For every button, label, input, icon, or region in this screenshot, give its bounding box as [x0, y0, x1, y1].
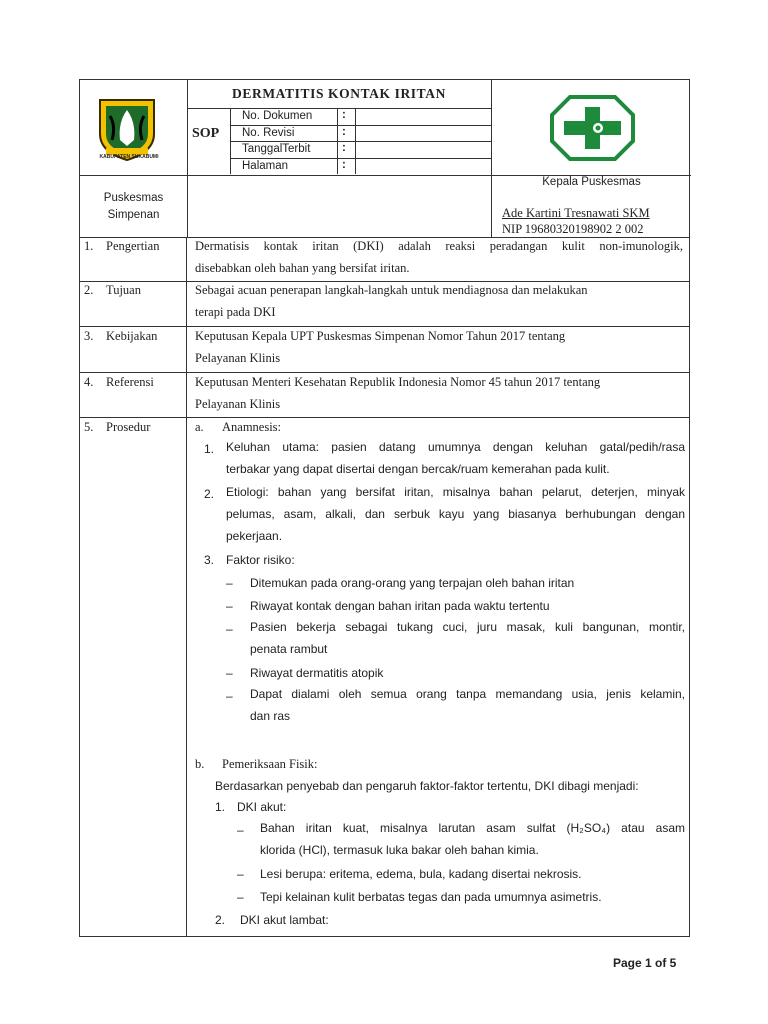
dash-bullet: –	[226, 576, 233, 590]
text-line: Bahan iritan kuat, misalnya larutan asam sulfat (H₂SO₄) atau asam	[260, 821, 685, 835]
section-title: Kebijakan	[106, 329, 158, 343]
text-line: terapi pada DKI	[195, 305, 276, 319]
kepala-title: Kepala Puskesmas	[542, 176, 641, 188]
field-colon: :	[342, 159, 346, 171]
text-line: Pelayanan Klinis	[195, 397, 281, 411]
dash-bullet: –	[237, 890, 244, 904]
section-label-tujuan	[84, 283, 141, 298]
text-line: dan ras	[250, 709, 291, 723]
field-label: TanggalTerbit	[242, 143, 311, 155]
text-line: Keputusan Menteri Kesehatan Republik Indonesia Nomor 45 tahun 2017 tentang	[195, 375, 601, 389]
list-item-dki-akut-lambat: DKI akut lambat:	[240, 913, 329, 927]
doc-title: DERMATITIS KONTAK IRITAN	[232, 86, 446, 101]
risk-item	[250, 683, 685, 727]
text-line: Dapat dialami oleh semua orang tanpa memandang usia, jenis kelamin,	[250, 687, 685, 701]
list-item-keluhan	[226, 436, 685, 480]
logo-text: KABUPATEN SUKABUMI	[99, 154, 159, 160]
text-line: terbakar yang dapat disertai dengan bercak/ruam kemerahan pada kulit.	[226, 462, 610, 476]
section-text-kebijakan	[195, 325, 685, 369]
text-line: Keluhan utama: pasien datang umumnya dengan keluhan gatal/pedih/rasa	[226, 440, 685, 454]
field-label: No. Dokumen	[242, 110, 313, 122]
text-line: Etiologi: bahan yang bersifat iritan, misalnya bahan pelarut, deterjen, minyak	[226, 485, 685, 499]
field-colon: :	[342, 109, 346, 121]
list-number: 1.	[204, 442, 215, 456]
dki-akut-item	[260, 817, 685, 861]
subsection-a-title: Anamnesis:	[222, 420, 282, 434]
dki-akut-item: Lesi berupa: eritema, edema, bula, kadang disertai nekrosis.	[260, 867, 582, 881]
puskesmas-logo	[550, 95, 635, 161]
subsection-b-marker: b.	[195, 757, 205, 771]
text-line: disebabkan oleh bahan yang bersifat iritan.	[195, 261, 410, 275]
dash-bullet: –	[237, 867, 244, 881]
list-number: 2.	[204, 487, 215, 501]
text-line: Dermatisis kontak iritan (DKI) adalah reaksi peradangan kulit non-imunologik,	[195, 239, 683, 253]
subsection-b-title: Pemeriksaan Fisik:	[222, 757, 318, 771]
section-title: Tujuan	[106, 283, 141, 297]
list-number: 3.	[204, 553, 215, 567]
section-text-pengertian	[195, 235, 683, 279]
section-title: Referensi	[106, 375, 154, 389]
kepala-nip: NIP 19680320198902 2 002	[502, 222, 644, 236]
section-number: 3.	[84, 329, 94, 343]
list-item-faktor-risiko: Faktor risiko:	[226, 553, 295, 567]
section-number: 1.	[84, 239, 94, 253]
dash-bullet: –	[237, 823, 244, 837]
doc-field-row	[238, 142, 490, 158]
text-line: penata rambut	[250, 642, 328, 656]
list-item-dki-akut: DKI akut:	[237, 800, 287, 814]
sop-label: SOP	[192, 126, 220, 141]
section-number: 2.	[84, 283, 94, 297]
page-number: Page 1 of 5	[613, 956, 677, 970]
puskesmas-line-1: Puskesmas	[103, 192, 164, 204]
risk-item: Ditemukan pada orang-orang yang terpajan oleh bahan iritan	[250, 576, 575, 590]
kabupaten-logo	[94, 96, 172, 176]
text-line: Pelayanan Klinis	[195, 351, 281, 365]
risk-item: Riwayat dermatitis atopik	[250, 666, 384, 680]
text-line: pekerjaan.	[226, 529, 283, 543]
section-label-pengertian	[84, 239, 159, 254]
content-table	[79, 237, 690, 937]
doc-field-row	[238, 126, 490, 142]
subsection-b-intro: Berdasarkan penyebab dan pengaruh faktor-faktor tertentu, DKI dibagi menjadi:	[215, 779, 639, 793]
section-label-referensi	[84, 375, 154, 390]
section-title: Pengertian	[106, 239, 160, 253]
section-label-prosedur	[84, 420, 150, 435]
doc-field-row	[238, 159, 490, 175]
puskesmas-name	[80, 190, 187, 224]
dash-bullet: –	[226, 599, 233, 613]
header-table	[79, 79, 690, 238]
text-line: klorida (HCl), termasuk luka bakar oleh bahan kimia.	[260, 843, 539, 857]
text-line: Pasien bekerja sebagai tukang cuci, juru masak, kuli bangunan, montir,	[250, 620, 685, 634]
dash-bullet: –	[226, 622, 233, 636]
list-item-etiologi	[226, 481, 685, 547]
section-label-kebijakan	[84, 329, 157, 344]
field-label: Halaman	[242, 160, 289, 172]
subsection-a-marker: a.	[195, 420, 204, 434]
field-label: No. Revisi	[242, 127, 295, 139]
list-number: 1.	[215, 800, 226, 814]
section-number: 4.	[84, 375, 94, 389]
kepala-name: Ade Kartini Tresnawati SKM	[502, 206, 650, 220]
risk-item	[250, 616, 685, 660]
puskesmas-line-2: Simpenan	[107, 209, 160, 221]
section-number: 5.	[84, 420, 94, 434]
section-text-tujuan	[195, 279, 685, 323]
dash-bullet: –	[226, 689, 233, 703]
list-number: 2.	[215, 913, 226, 927]
section-title: Prosedur	[106, 420, 151, 434]
text-line: Keputusan Kepala UPT Puskesmas Simpenan Nomor Tahun 2017 tentang	[195, 329, 566, 343]
section-text-referensi	[195, 371, 685, 415]
dki-akut-item: Tepi kelainan kulit berbatas tegas dan pada umumnya asimetris.	[260, 890, 602, 904]
risk-item: Riwayat kontak dengan bahan iritan pada waktu tertentu	[250, 599, 550, 613]
doc-field-row	[238, 109, 490, 125]
text-line: Sebagai acuan penerapan langkah-langkah untuk mendiagnosa dan melakukan	[195, 283, 588, 297]
field-colon: :	[342, 126, 346, 138]
field-colon: :	[342, 142, 346, 154]
dash-bullet: –	[226, 666, 233, 680]
text-line: pelumas, asam, alkali, dan serbuk kayu yang biasanya berhubungan dengan	[226, 507, 685, 521]
